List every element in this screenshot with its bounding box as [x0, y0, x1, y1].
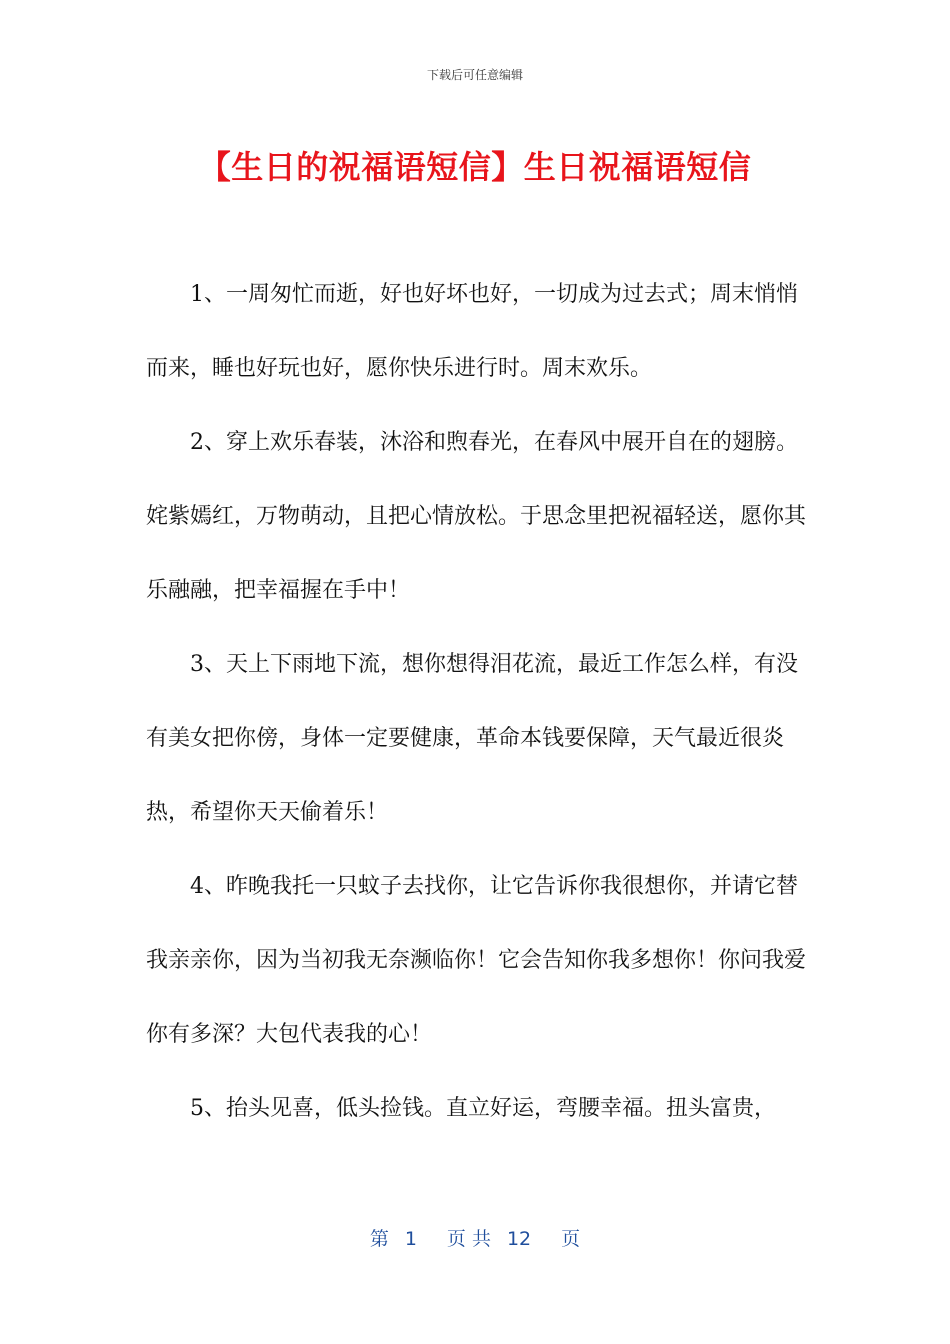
- footer-suffix: 页: [561, 1228, 581, 1250]
- paragraph: 4、昨晚我托一只蚊子去找你，让它告诉你我很想你，并请它替我亲亲你，因为当初我无奈濒临你！它会告知你我多想你！你问我爱你有多深？大包代表我的心！: [146, 874, 807, 1047]
- header-note: 下载后可任意编辑: [426, 68, 523, 82]
- document-title: 【生日的祝福语短信】生日祝福语短信: [198, 148, 752, 186]
- paragraph: 2、穿上欢乐春装，沐浴和煦春光，在春风中展开自在的翅膀。姹紫嫣红，万物萌动，且把心情放松。于思念里把祝福轻送，愿你其乐融融，把幸福握在手中！: [146, 430, 807, 603]
- paragraph: 1、一周匆忙而逝，好也好坏也好，一切成为过去式；周末悄悄而来，睡也好玩也好，愿你快乐进行时。周末欢乐。: [146, 282, 798, 381]
- paragraph: 5、抬头见喜，低头捡钱。直立好运，弯腰幸福。扭头富贵，: [190, 1096, 776, 1121]
- document-body: [146, 258, 806, 1146]
- page-footer: [0, 1224, 950, 1251]
- footer-total-pages: 12: [506, 1228, 532, 1250]
- footer-current-page: 1: [404, 1228, 417, 1250]
- footer-prefix: 第: [369, 1228, 389, 1250]
- footer-middle: 页 共: [446, 1228, 491, 1250]
- paragraph: 3、天上下雨地下流，想你想得泪花流，最近工作怎么样，有没有美女把你傍，身体一定要健康，革命本钱要保障，天气最近很炎热，希望你天天偷着乐！: [146, 652, 798, 825]
